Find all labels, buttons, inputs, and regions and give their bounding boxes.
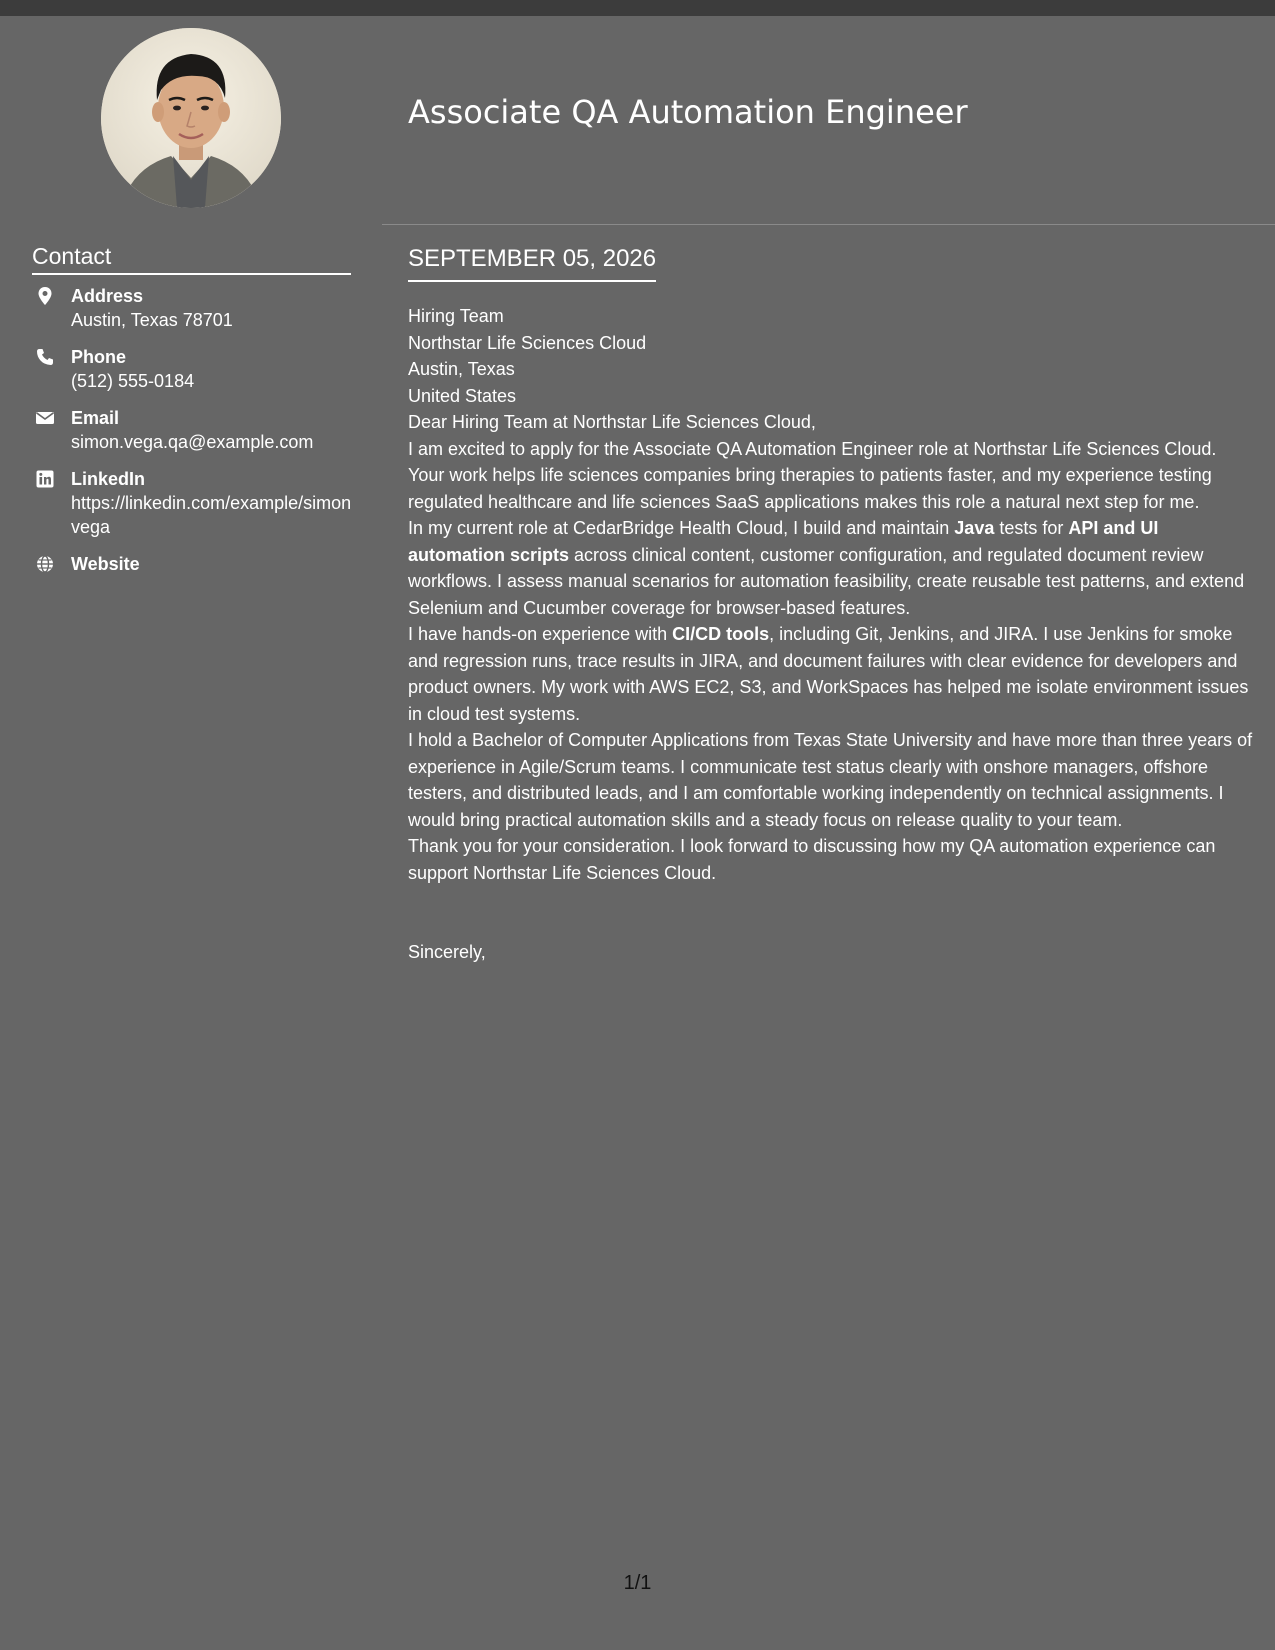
map-pin-icon: [36, 287, 54, 305]
letter-main: [382, 16, 1275, 1650]
envelope-icon: [36, 409, 54, 427]
recipient-line: Austin, Texas: [408, 359, 515, 379]
paragraph-2: In my current role at CedarBridge Health Cloud, I build and maintain Java tests for API and UI automation scripts across clinical content, customer configuration, and regulated document review workflows. I assess manual scenarios for automation feasibility, create reusable test patterns, and extend Selenium and Cucumber coverage for browser-based features.: [408, 518, 1245, 618]
email-value[interactable]: simon.vega.qa@example.com: [71, 432, 314, 452]
phone-value: (512) 555-0184: [71, 371, 195, 391]
contact-email: [32, 406, 352, 454]
recipient-address: [408, 303, 1254, 409]
paragraph-5: Thank you for your consideration. I look forward to discussing how my QA automation experience can support Northstar Life Sciences Cloud.: [408, 836, 1216, 883]
email-label: Email: [71, 408, 120, 428]
paragraph-3: I have hands-on experience with CI/CD tools, including Git, Jenkins, and JIRA. I use Jenkins for smoke and regression runs, trace results in JIRA, and document failures with clear evidence for developers and product owners. My work with AWS EC2, S3, and WorkSpaces has helped me isolate environment issues in cloud test systems.: [408, 624, 1249, 724]
address-label: Address: [71, 286, 144, 306]
phone-label: Phone: [71, 347, 127, 367]
header-divider: [382, 224, 1275, 225]
address-value: Austin, Texas 78701: [71, 310, 233, 330]
contact-phone: [32, 345, 352, 393]
contact-website: [32, 552, 352, 576]
recipient-line: Northstar Life Sciences Cloud: [408, 332, 647, 353]
letter-body: [408, 303, 1254, 966]
contact-heading: Contact: [32, 242, 351, 275]
recipient-line: Hiring Team: [408, 306, 504, 326]
phone-icon: [36, 348, 54, 366]
avatar: [101, 28, 281, 208]
linkedin-value[interactable]: https://linkedin.com/example/simonvega: [71, 493, 352, 537]
top-bar: [0, 0, 1275, 16]
contact-list: [32, 284, 352, 589]
linkedin-icon: [36, 470, 54, 488]
paragraph-1: I am excited to apply for the Associate QA Automation Engineer role at Northstar Life Sciences Cloud. Your work helps life sciences companies bring therapies to patients faster, and my experience testing regulated healthcare and life sciences SaaS applications makes this role a natural next step for me.: [408, 438, 1217, 512]
job-title: Associate QA Automation Engineer: [408, 93, 968, 131]
salutation: Dear Hiring Team at Northstar Life Sciences Cloud,: [408, 412, 816, 432]
sidebar: [0, 16, 382, 1650]
page-number: 1/1: [623, 1572, 652, 1594]
paragraph-4: I hold a Bachelor of Computer Applications from Texas State University and have more than three years of experience in Agile/Scrum teams. I communicate test status clearly with onshore managers, offshore testers, and distributed leads, and I am comfortable working independently on technical assignments. I would bring practical automation skills and a steady focus on release quality to your team.: [408, 730, 1253, 830]
signoff: Sincerely,: [408, 942, 486, 962]
contact-linkedin: [32, 467, 352, 539]
contact-address: [32, 284, 352, 332]
website-label[interactable]: Website: [71, 554, 140, 574]
recipient-line: United States: [408, 385, 517, 406]
globe-icon: [36, 555, 54, 573]
linkedin-label: LinkedIn: [71, 469, 146, 489]
letter-date: SEPTEMBER 05, 2026: [408, 244, 656, 282]
